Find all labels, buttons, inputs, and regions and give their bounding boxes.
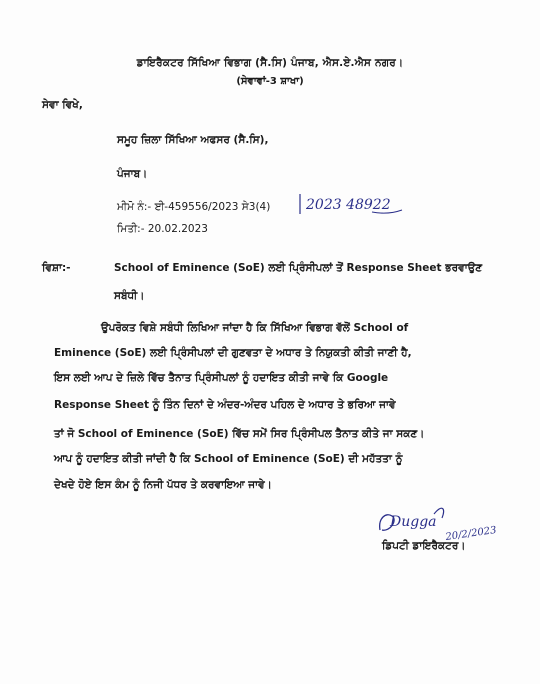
memo-number-line — [117, 201, 270, 214]
body-line: Eminence (SoE) ਲਈ ਪ੍ਰਿੰਸੀਪਲਾਂ ਦੀ ਗੁਣਵਤਾ ਦੇ ਅਧਾਰ ਤੇ ਨਿਯੁਕਤੀ ਕੀਤੀ ਜਾਣੀ ਹੈ, — [54, 347, 412, 359]
date-label: ਮਿਤੀ:- — [117, 223, 145, 235]
memo-number-label: ਮੀਮੋ ਨੰ:- — [117, 201, 152, 213]
recipient-line-2: ਪੰਜਾਬ। — [117, 168, 148, 180]
signatory-designation: ਡਿਪਟੀ ਡਾਇਰੈਕਟਰ। — [382, 540, 466, 552]
memo-number: ਈ-459556/2023 ਸੇ3(4) — [154, 201, 271, 213]
subject-line-1: School of Eminence (SoE) ਲਈ ਪ੍ਰਿੰਸੀਪਲਾਂ ਤੋਂ Response Sheet ਭਰਵਾਉਣ — [114, 262, 483, 274]
subject-label: ਵਿਸ਼ਾ:- — [42, 262, 71, 274]
handwritten-number-text: 2023 48922 — [306, 197, 391, 213]
signature-name: Dugga — [390, 514, 437, 530]
subject-line-2: ਸਬੰਧੀ। — [114, 290, 145, 302]
body-line: ਇਸ ਲਈ ਆਪ ਦੇ ਜ਼ਿਲੇ ਵਿੱਚ ਤੈਨਾਤ ਪ੍ਰਿੰਸੀਪਲਾਂ ਨੂੰ ਹਦਾਇਤ ਕੀਤੀ ਜਾਵੇ ਕਿ Google — [54, 372, 389, 384]
handwritten-diary-number — [298, 191, 408, 217]
memo-date: 20.02.2023 — [147, 223, 208, 235]
body-line: ਆਪ ਨੂੰ ਹਦਾਇਤ ਕੀਤੀ ਜਾਂਦੀ ਹੈ ਕਿ School of Eminence (SoE) ਦੀ ਮਹੱਤਤਾ ਨੂੰ — [54, 453, 403, 465]
body-line: ਦੇਖਦੇ ਹੋਏ ਇਸ ਕੰਮ ਨੂੰ ਨਿਜੀ ਪੱਧਰ ਤੇ ਕਰਵਾਇਆ ਜਾਵੇ। — [54, 479, 272, 491]
date-line — [117, 223, 208, 236]
body-line: ਤਾਂ ਜੋ School of Eminence (SoE) ਵਿੱਚ ਸਮੇਂ ਸਿਰ ਪ੍ਰਿੰਸੀਪਲ ਤੈਨਾਤ ਕੀਤੇ ਜਾ ਸਕਣ। — [54, 428, 425, 440]
office-header: ਡਾਇਰੈਕਟਰ ਸਿੱਖਿਆ ਵਿਭਾਗ (ਸੈ.ਸਿ) ਪੰਜਾਬ, ਐਸ.ਏ.ਐਸ ਨਗਰ। — [136, 57, 404, 69]
body-line: ਉਪਰੋਕਤ ਵਿਸ਼ੇ ਸਬੰਧੀ ਲਿਖਿਆ ਜਾਂਦਾ ਹੈ ਕਿ ਸਿੱਖਿਆ ਵਿਭਾਗ ਵੱਲੋਂ School of — [101, 322, 409, 334]
branch-header: (ਸੇਵਾਵਾਂ-3 ਸ਼ਾਖਾ) — [236, 76, 304, 87]
recipient-line-1: ਸਮੂਹ ਜ਼ਿਲਾ ਸਿੱਖਿਆ ਅਫਸਰ (ਸੈ.ਸਿ), — [117, 134, 269, 146]
body-line: Response Sheet ਨੂੰ ਤਿੰਨ ਦਿਨਾਂ ਦੇ ਅੰਦਰ-ਅੰਦਰ ਪਹਿਲ ਦੇ ਅਧਾਰ ਤੇ ਭਰਿਆ ਜਾਵੇ — [54, 399, 396, 411]
signature-date: 20/2/2023 — [444, 524, 498, 543]
salutation: ਸੇਵਾ ਵਿਖੇ, — [42, 99, 83, 111]
